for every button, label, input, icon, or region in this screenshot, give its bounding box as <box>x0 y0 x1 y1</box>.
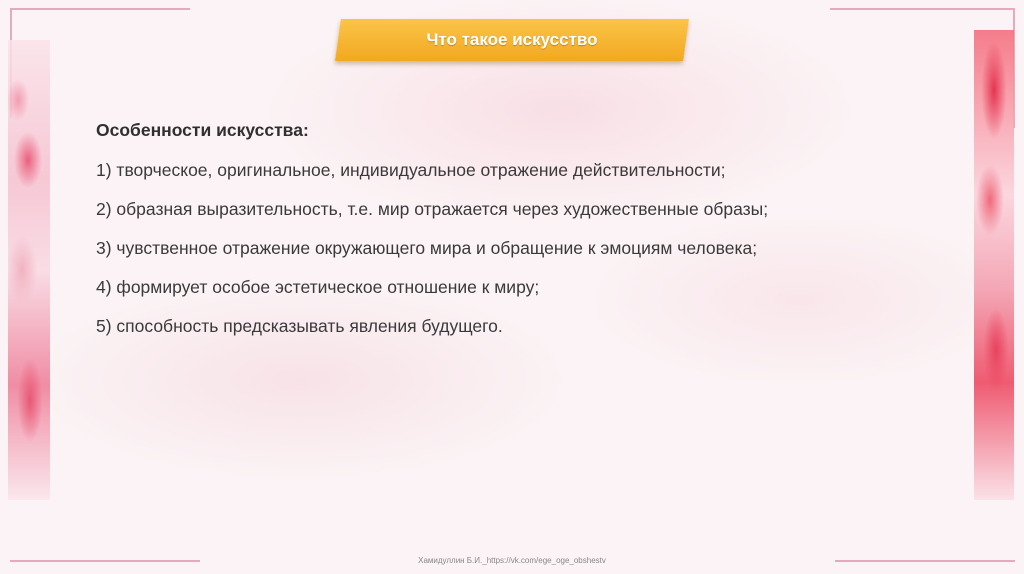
list-item: 5) способность предсказывать явления будущего. <box>96 316 503 336</box>
list-item: 4) формирует особое эстетическое отношение к миру; <box>96 277 540 297</box>
frame-line-top-left <box>10 8 190 10</box>
slide-title: Что такое искусство <box>426 30 598 49</box>
decorative-paint-strip-right <box>974 30 1014 500</box>
list-item: 2) образная выразительность, т.е. мир отражается через художественные образы; <box>96 199 769 219</box>
content-block <box>96 120 956 355</box>
decorative-paint-strip-left <box>8 40 50 500</box>
footer-credit: Хамидуллин Б.И._https://vk.com/ege_oge_obshestv <box>418 556 606 565</box>
list-item: 1) творческое, оригинальное, индивидуальное отражение действительности; <box>96 160 726 180</box>
list-item: 3) чувственное отражение окружающего мира и обращение к эмоциям человека; <box>96 238 758 258</box>
frame-line-top-right <box>830 8 1015 10</box>
section-heading: Особенности искусства: <box>96 120 309 140</box>
